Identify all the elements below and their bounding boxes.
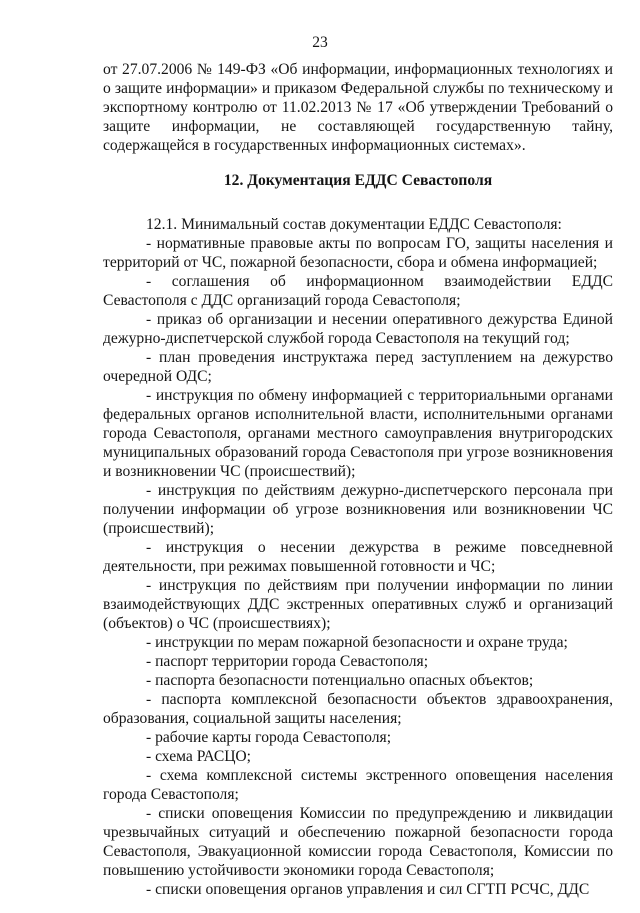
list-item: - схема РАСЦО;: [146, 748, 251, 765]
list-intro: 12.1. Минимальный состав документации ЕДДС Севастополя:: [146, 216, 562, 233]
list-item: - списки оповещения Комиссии по предупреждению и ликвидации чрезвычайных ситуаций и обеспечению пожарной безопасности города Севастополя, Эвакуационной комиссии города Севастополя, Комиссии по повышению устойчивости экономики города Севастополя;: [103, 805, 613, 879]
page-number: 23: [312, 34, 328, 51]
list-item: - списки оповещения органов управления и сил СГТП РСЧС, ДДС: [146, 881, 590, 898]
list-item: - паспорта комплексной безопасности объектов здравоохранения, образования, социальной защиты населения;: [103, 691, 613, 727]
list-item: - приказ об организации и несении оперативного дежурства Единой дежурно-диспетчерской службой города Севастополя на текущий год;: [103, 311, 613, 347]
list-item: - инструкции по мерам пожарной безопасности и охране труда;: [146, 634, 568, 651]
list-item: - паспорт территории города Севастополя;: [146, 653, 429, 670]
list-item: - инструкция по действиям при получении информации по линии взаимодействующих ДДС экстренных оперативных служб и организаций (объектов) о ЧС (происшествиях);: [103, 577, 613, 632]
list-item: - соглашения об информационном взаимодействии ЕДДС Севастополя с ДДС организаций города Севастополя;: [103, 273, 613, 309]
page-content: [103, 60, 613, 899]
list-item: - инструкция по обмену информацией с территориальными органами федеральных органов исполнительной власти, исполнительными органами города Севастополя, органами местного самоуправления внутригородских муниципальных образований города Севастополя при угрозе возникновения и возникновении ЧС (происшествий);: [103, 387, 613, 480]
list-item: - паспорта безопасности потенциально опасных объектов;: [146, 672, 534, 689]
list-item: - нормативные правовые акты по вопросам ГО, защиты населения и территорий от ЧС, пожарной безопасности, сбора и обмена информацией;: [103, 235, 613, 271]
opening-paragraph: от 27.07.2006 № 149-ФЗ «Об информации, информационных технологиях и о защите информации» и приказом Федеральной службы по техническому и экспортному контролю от 11.02.2013 № 17 «Об утверждении Требований о защите информации, не составляющей государственную тайну, содержащейся в государственных информационных системах».: [103, 61, 613, 154]
list-item: - инструкция о несении дежурства в режиме повседневной деятельности, при режимах повышенной готовности и ЧС;: [103, 539, 613, 575]
list-item: - инструкция по действиям дежурно-диспетчерского персонала при получении информации об угрозе возникновения или возникновении ЧС (происшествий);: [103, 482, 613, 537]
list-item: - схема комплексной системы экстренного оповещения населения города Севастополя;: [103, 767, 613, 803]
list-item: - рабочие карты города Севастополя;: [146, 729, 392, 746]
list-item: - план проведения инструктажа перед заступлением на дежурство очередной ОДС;: [103, 349, 613, 385]
section-heading: 12. Документация ЕДДС Севастополя: [223, 172, 493, 189]
